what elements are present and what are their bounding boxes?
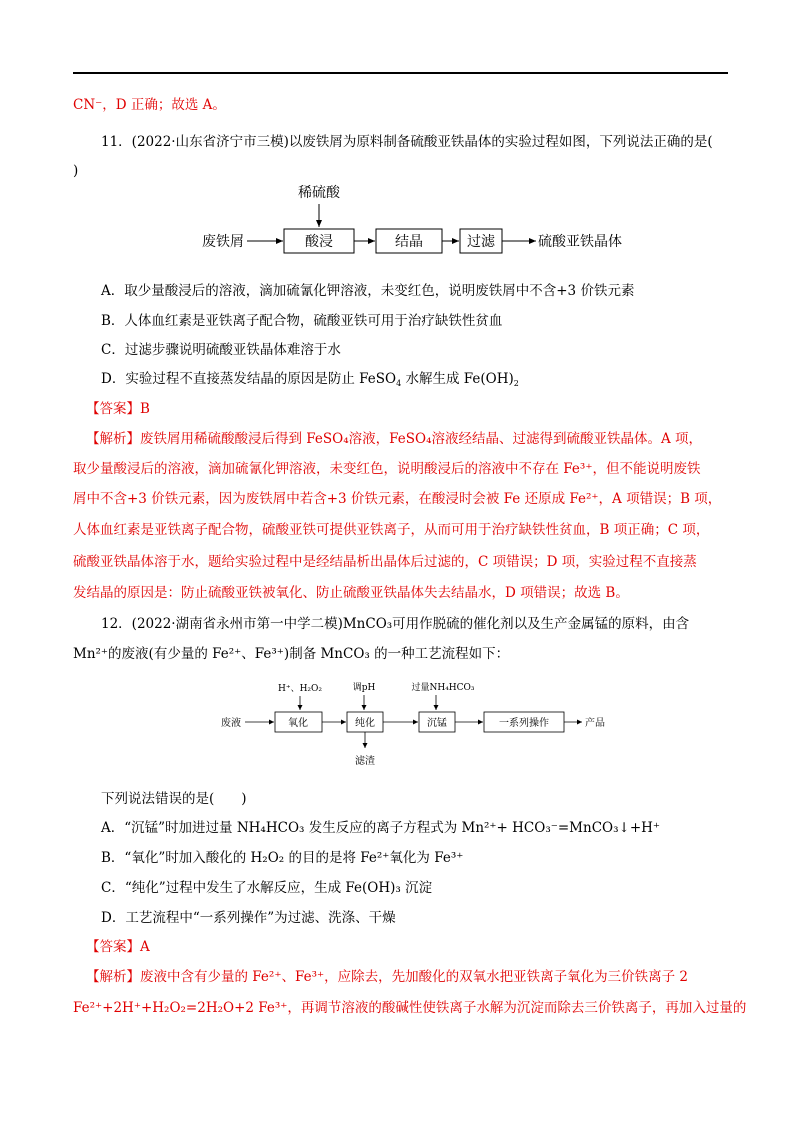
- q11-option-b: B．人体血红素是亚铁离子配合物，硫酸亚铁可用于治疗缺铁性贫血: [101, 313, 503, 329]
- q11-analysis-line-2: 取少量酸浸后的溶液，滴加硫氰化钾溶液，未变红色，说明酸浸后的溶液中不存在 Fe³⁺，但不能说明废铁: [73, 461, 701, 477]
- q12-output-label: 产品: [585, 718, 605, 729]
- q11-flow-diagram: [190, 180, 730, 260]
- q11-step-1: 酸浸: [305, 234, 333, 250]
- q11-output-label: 硫酸亚铁晶体: [538, 234, 622, 250]
- q11-answer: 【答案】B: [86, 401, 150, 417]
- q12-stem-line-2: Mn²⁺的废液(有少量的 Fe²⁺、Fe³⁺)制备 MnCO₃ 的一种工艺流程如下：: [73, 646, 510, 662]
- q12-option-a: A．“沉锰”时加进过量 NH₄HCO₃ 发生反应的离子方程式为 Mn²⁺+ HCO₃⁻=MnCO₃↓+H⁺: [101, 820, 661, 836]
- q11-analysis-line-1: 【解析】废铁屑用稀硫酸酸浸后得到 FeSO₄溶液，FeSO₄溶液经结晶、过滤得到硫酸亚铁晶体。A 项，: [86, 431, 703, 447]
- q11-analysis-line-6: 发结晶的原因是：防止硫酸亚铁被氧化、防止硫酸亚铁晶体失去结晶水，D 项错误；故选 B。: [73, 585, 629, 601]
- q11-reagent-label: 稀硫酸: [298, 185, 340, 201]
- q11-analysis-line-5: 硫酸亚铁晶体溶于水，题给实验过程中是经结晶析出晶体后过滤的，C 项错误；D 项，实验过程不直接蒸: [73, 554, 697, 570]
- previous-answer-tail: CN⁻，D 正确；故选 A。: [73, 97, 226, 113]
- q12-step-3: 沉锰: [427, 718, 447, 729]
- q12-step-4: 一系列操作: [499, 718, 549, 729]
- q12-analysis-line-1: 【解析】废液中含有少量的 Fe²⁺、Fe³⁺，应除去，先加酸化的双氧水把亚铁离子氧化为三价铁离子 2: [86, 969, 688, 985]
- q12-reagent-3: 过量NH₄HCO₃: [411, 683, 475, 693]
- q12-question: 下列说法错误的是( ): [101, 791, 247, 807]
- q12-input-label: 废液: [221, 718, 241, 729]
- q11-option-a: A．取少量酸浸后的溶液，滴加硫氰化钾溶液，未变红色，说明废铁屑中不含+3 价铁元素: [101, 283, 635, 299]
- q11-option-d: D．实验过程不直接蒸发结晶的原因是防止 FeSO$_4$ 水解生成 $Fe(OH)_2$: [101, 371, 519, 388]
- q12-answer: 【答案】A: [86, 939, 150, 955]
- q11-input-label: 废铁屑: [202, 234, 244, 250]
- header-rule: [73, 72, 728, 74]
- q12-step-2: 纯化: [355, 718, 375, 729]
- q12-byproduct-label: 滤渣: [355, 756, 375, 767]
- q12-analysis-line-2: Fe²⁺+2H⁺+H₂O₂=2H₂O+2 Fe³⁺，再调节溶液的酸碱性使铁离子水解为沉淀而除去三价铁离子，再加入过量的: [73, 1000, 747, 1016]
- q11-stem-end: ): [73, 163, 79, 179]
- q11-step-3: 过滤: [467, 234, 495, 250]
- q11-option-c: C．过滤步骤说明硫酸亚铁晶体难溶于水: [101, 342, 341, 358]
- q12-option-d: D．工艺流程中“一系列操作”为过滤、洗涤、干燥: [101, 910, 396, 926]
- q12-step-1: 氧化: [288, 718, 308, 729]
- q12-option-c: C．“纯化”过程中发生了水解反应，生成 Fe(OH)₃ 沉淀: [101, 880, 433, 896]
- q11-analysis-line-3: 屑中不含+3 价铁元素，因为废铁屑中若含+3 价铁元素，在酸浸时会被 Fe 还原成 Fe²⁺，A 项错误；B 项，: [73, 491, 722, 507]
- q11-analysis-line-4: 人体血红素是亚铁离子配合物，硫酸亚铁可提供亚铁离子，从而可用于治疗缺铁性贫血，B 项正确；C 项，: [73, 522, 710, 538]
- q11-step-2: 结晶: [395, 234, 423, 250]
- q12-flow-diagram: [215, 676, 615, 772]
- q12-reagent-1: H⁺、H₂O₂: [277, 684, 323, 694]
- q11-stem: 11．(2022·山东省济宁市三模)以废铁屑为原料制备硫酸亚铁晶体的实验过程如图，下列说法正确的是(: [101, 134, 713, 150]
- q12-stem-line-1: 12．(2022·湖南省永州市第一中学二模)MnCO₃可用作脱硫的催化剂以及生产金属锰的原料，由含: [101, 616, 690, 632]
- q12-option-b: B．“氧化”时加入酸化的 H₂O₂ 的目的是将 Fe²⁺氧化为 Fe³⁺: [101, 850, 464, 866]
- q12-reagent-2: 调pH: [352, 683, 376, 693]
